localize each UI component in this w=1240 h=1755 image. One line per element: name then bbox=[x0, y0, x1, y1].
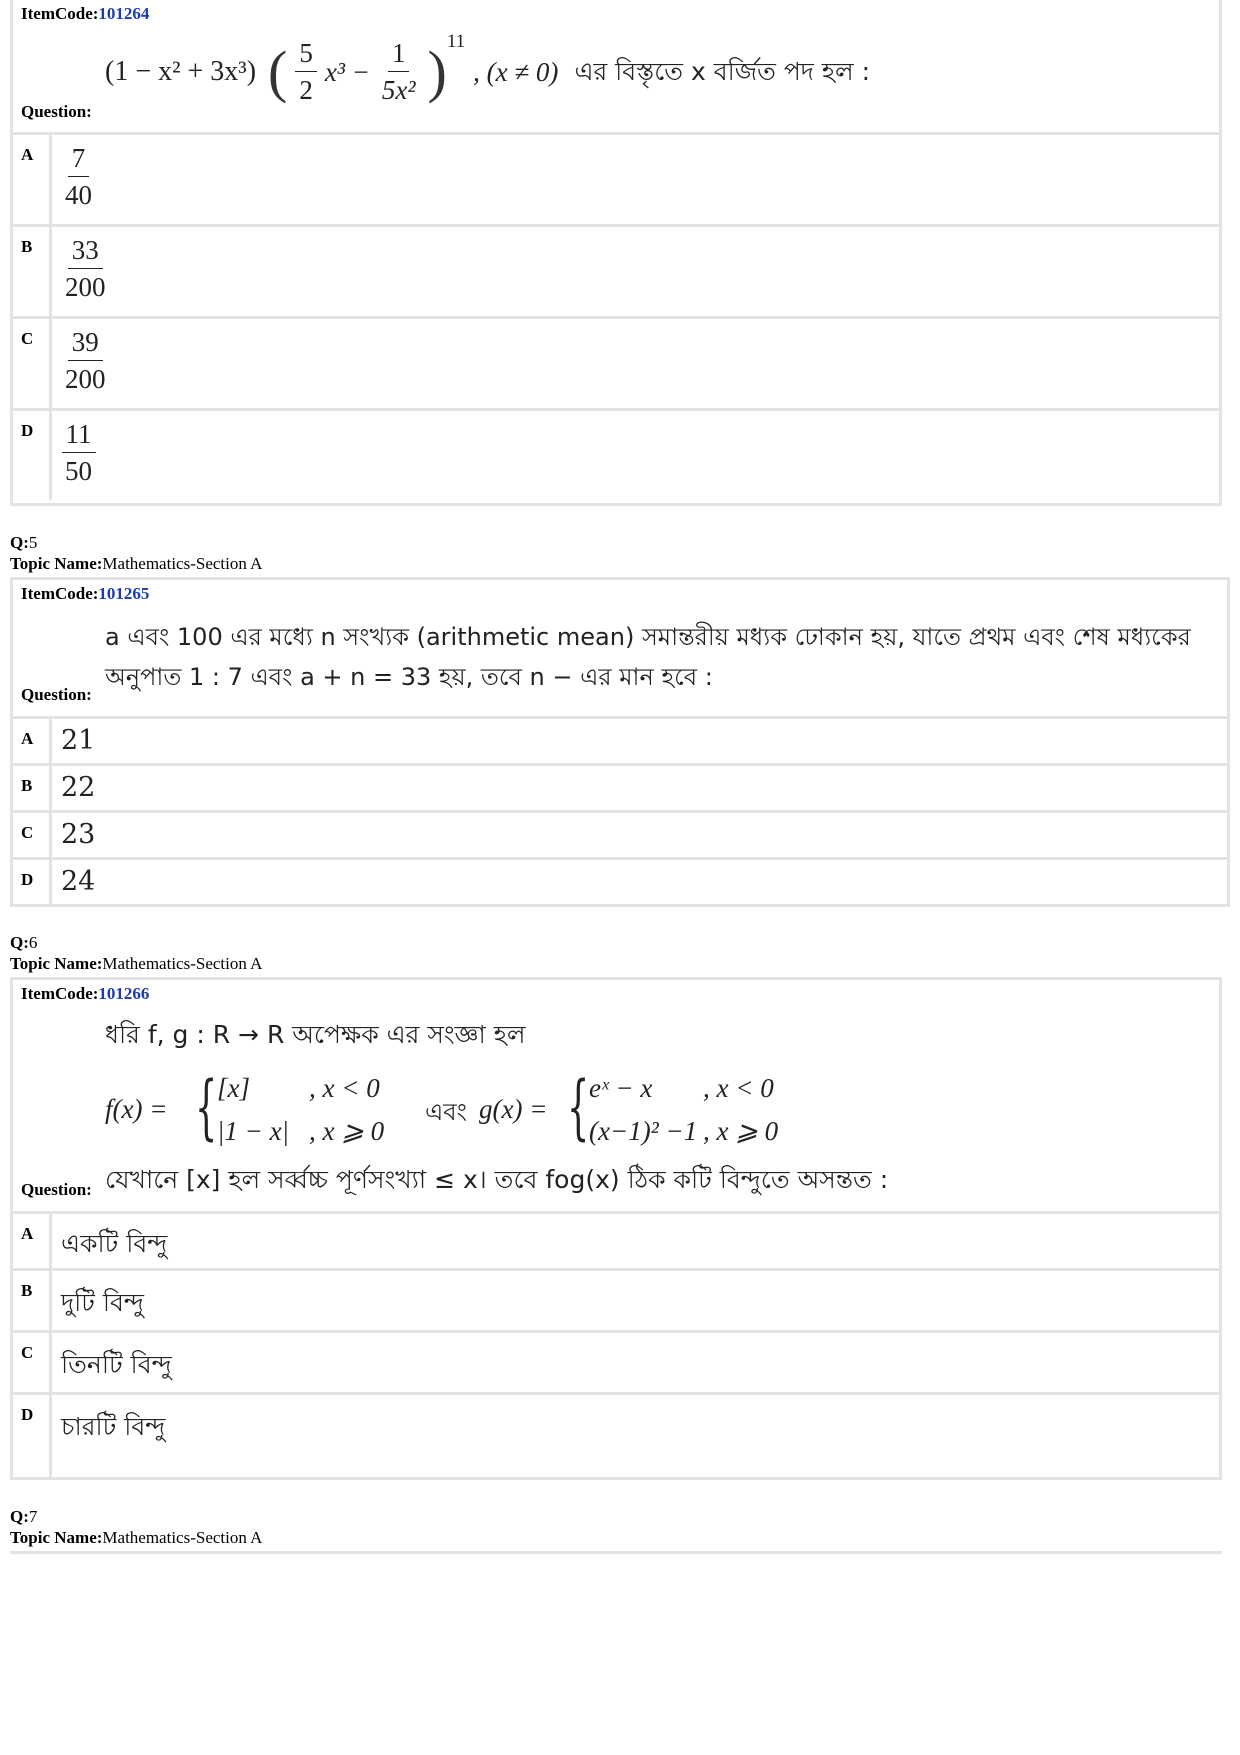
question-bengali-text: এর বিস্তৃতে x বর্জিত পদ হল : bbox=[574, 56, 871, 86]
item-code bbox=[21, 584, 149, 604]
frac-den: 200 bbox=[65, 272, 106, 302]
option-value: 22 bbox=[61, 772, 96, 803]
question-label: Question: bbox=[21, 685, 92, 704]
option-value bbox=[61, 325, 110, 396]
f-case-2-condition: , x ⩾ 0 bbox=[309, 1116, 385, 1146]
f-lhs: f(x) = bbox=[105, 1094, 168, 1124]
question-line-2: অনুপাত 1 : 7 এবং a + n = 33 হয়, তবে n − এর মান হবে : bbox=[105, 663, 713, 691]
question-text bbox=[105, 30, 871, 107]
question-header-7 bbox=[10, 1506, 262, 1548]
item-code-label: ItemCode: bbox=[21, 584, 99, 603]
topic-value: Mathematics-Section A bbox=[102, 1528, 263, 1547]
question-line-1: a এবং 100 এর মধ্যে n সংখ্যক (arithmetic mean) সমান্তরীয় মধ্যক ঢোকান হয়, যাতে প্রথম এবং শেষ মধ্যকের bbox=[105, 623, 1191, 651]
option-d[interactable] bbox=[13, 857, 1227, 904]
option-a[interactable] bbox=[13, 716, 1227, 763]
question-number bbox=[10, 1506, 262, 1527]
option-fraction bbox=[61, 325, 110, 396]
exponent: 11 bbox=[446, 30, 466, 52]
topic-value: Mathematics-Section A bbox=[102, 554, 263, 573]
option-letter: B bbox=[13, 227, 52, 316]
frac-num: 7 bbox=[68, 141, 90, 177]
g-case-2-condition: , x ⩾ 0 bbox=[703, 1116, 779, 1146]
option-value: দুটি বিন্দু bbox=[61, 1288, 144, 1317]
close-paren: ) bbox=[427, 38, 447, 104]
option-c[interactable] bbox=[13, 810, 1227, 857]
option-letter: A bbox=[13, 1214, 52, 1268]
frac-den: 200 bbox=[65, 364, 106, 394]
option-c[interactable] bbox=[13, 316, 1219, 408]
frac-num: 11 bbox=[62, 417, 96, 453]
question-number bbox=[10, 532, 262, 553]
topic-value: Mathematics-Section A bbox=[102, 954, 263, 973]
option-letter: D bbox=[13, 411, 52, 500]
option-letter: D bbox=[13, 1395, 52, 1477]
frac-den: 50 bbox=[65, 456, 92, 486]
g-case-1: eˣ − x bbox=[589, 1073, 653, 1103]
option-b[interactable] bbox=[13, 224, 1219, 316]
q7-card-top-border bbox=[10, 1551, 1222, 1554]
option-value: 24 bbox=[61, 866, 96, 897]
frac-den: 40 bbox=[65, 180, 92, 210]
frac-num: 5 bbox=[295, 36, 317, 72]
option-value bbox=[61, 141, 96, 212]
frac-den: 5x² bbox=[381, 75, 416, 105]
option-a[interactable] bbox=[13, 1211, 1219, 1268]
frac-num: 1 bbox=[388, 36, 410, 72]
f-case-2: |1 − x| bbox=[217, 1116, 290, 1146]
item-code-label: ItemCode: bbox=[21, 4, 99, 23]
item-code-value: 101264 bbox=[98, 4, 150, 23]
option-letter: D bbox=[13, 860, 52, 904]
topic-name bbox=[10, 553, 262, 574]
option-value: চারটি বিন্দু bbox=[61, 1412, 166, 1441]
topic-name bbox=[10, 953, 262, 974]
option-b[interactable] bbox=[13, 763, 1227, 810]
option-a[interactable] bbox=[13, 132, 1219, 224]
option-value: একটি বিন্দু bbox=[61, 1229, 168, 1258]
frac-den: 2 bbox=[299, 75, 313, 105]
question-card-101265 bbox=[10, 577, 1230, 907]
question-number-value: 7 bbox=[28, 1507, 38, 1526]
item-code-label: ItemCode: bbox=[21, 984, 99, 1003]
expr-prefix: (1 − x² + 3x³) bbox=[105, 55, 257, 87]
item-code bbox=[21, 4, 149, 24]
item-code-value: 101266 bbox=[98, 984, 150, 1003]
option-value bbox=[61, 233, 110, 304]
g-case-1-condition: , x < 0 bbox=[703, 1073, 774, 1103]
g-brace: { bbox=[567, 1066, 590, 1148]
term-x3: x³ − bbox=[324, 56, 370, 87]
fraction-5-2 bbox=[295, 36, 317, 107]
f-case-1: [x] bbox=[217, 1073, 250, 1103]
item-code-value: 101265 bbox=[98, 584, 150, 603]
question-text bbox=[105, 617, 1191, 697]
fraction-1-5x2 bbox=[378, 36, 420, 107]
option-fraction bbox=[61, 141, 96, 212]
option-value: 21 bbox=[61, 725, 96, 756]
question-number-value: 6 bbox=[28, 933, 38, 952]
option-value: তিনটি বিন্দু bbox=[61, 1350, 172, 1379]
question-line-1: ধরি f, g : R → R অপেক্ষক এর সংজ্ঞা হল bbox=[105, 1020, 526, 1049]
option-letter: A bbox=[13, 719, 52, 763]
option-letter: C bbox=[13, 813, 52, 857]
open-paren: ( bbox=[268, 38, 288, 104]
frac-num: 39 bbox=[68, 325, 103, 361]
question-number-label: Q: bbox=[10, 933, 29, 952]
question-card-101266 bbox=[10, 977, 1222, 1480]
topic-label: Topic Name: bbox=[10, 1528, 103, 1547]
question-line-3: যেখানে [x] হল সর্ব্বচ্চ পূর্ণসংখ্যা ≤ x। তবে fog(x) ঠিক কটি বিন্দুতে অসন্তত : bbox=[105, 1165, 889, 1194]
question-number-value: 5 bbox=[28, 533, 38, 552]
condition: , (x ≠ 0) bbox=[473, 56, 559, 87]
question-header-5 bbox=[10, 532, 262, 574]
question-number-label: Q: bbox=[10, 1507, 29, 1526]
question-header-6 bbox=[10, 932, 262, 974]
g-lhs: g(x) = bbox=[479, 1094, 548, 1124]
option-letter: B bbox=[13, 766, 52, 810]
question-number-label: Q: bbox=[10, 533, 29, 552]
option-value: 23 bbox=[61, 819, 96, 850]
question-label: Question: bbox=[21, 1180, 92, 1199]
option-letter: C bbox=[13, 319, 52, 408]
option-d[interactable] bbox=[13, 408, 1219, 500]
topic-name bbox=[10, 1527, 262, 1548]
option-letter: B bbox=[13, 1271, 52, 1330]
g-case-2: (x−1)² −1 bbox=[589, 1116, 698, 1146]
item-code bbox=[21, 984, 149, 1004]
question-number bbox=[10, 932, 262, 953]
frac-num: 33 bbox=[68, 233, 103, 269]
f-brace: { bbox=[195, 1066, 218, 1148]
topic-label: Topic Name: bbox=[10, 954, 103, 973]
option-value bbox=[61, 417, 96, 488]
question-label: Question: bbox=[21, 102, 92, 121]
option-fraction bbox=[61, 233, 110, 304]
topic-label: Topic Name: bbox=[10, 554, 103, 573]
option-letter: C bbox=[13, 1333, 52, 1392]
option-b[interactable] bbox=[13, 1268, 1219, 1330]
option-d[interactable] bbox=[13, 1392, 1219, 1477]
option-fraction bbox=[61, 417, 96, 488]
option-letter: A bbox=[13, 135, 52, 224]
and-bengali: এবং bbox=[425, 1098, 467, 1126]
f-case-1-condition: , x < 0 bbox=[309, 1073, 380, 1103]
option-c[interactable] bbox=[13, 1330, 1219, 1392]
question-card-101264 bbox=[10, 0, 1222, 506]
